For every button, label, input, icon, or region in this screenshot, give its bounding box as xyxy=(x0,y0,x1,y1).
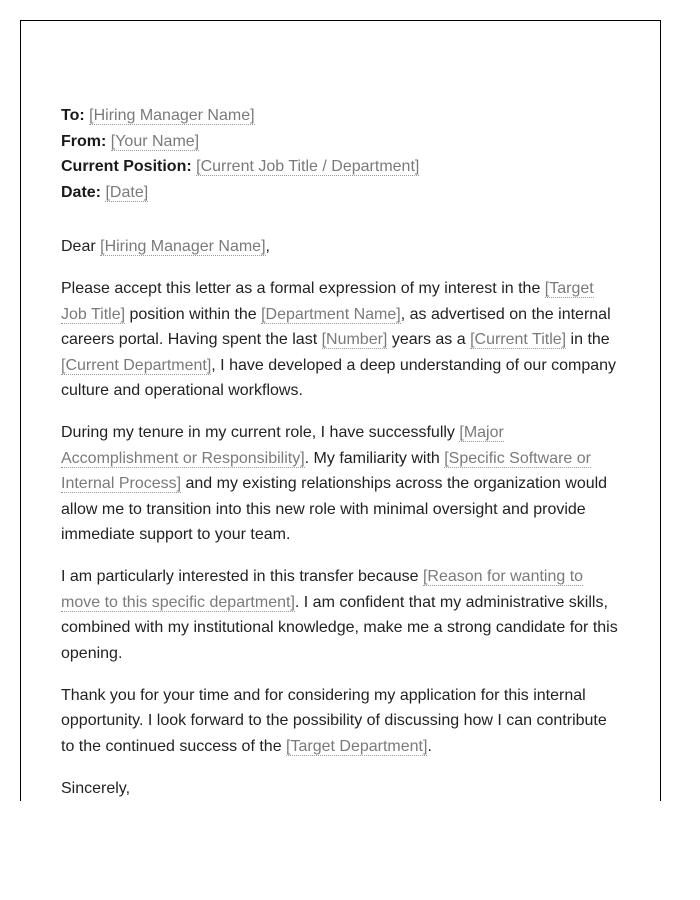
to-placeholder[interactable]: [Hiring Manager Name] xyxy=(89,107,255,124)
salutation-prefix: Dear xyxy=(61,238,101,255)
from-placeholder[interactable]: [Your Name] xyxy=(110,132,200,150)
letter-page xyxy=(20,20,661,801)
paragraph-text: . I am confident that my administrative skills, combined with my institutional knowledge, make me a strong candidate for this opening. xyxy=(61,593,618,662)
paragraph-text: . My familiarity with xyxy=(304,449,445,467)
placeholder-field[interactable]: [Number] xyxy=(321,331,388,348)
paragraph-text: Please accept this letter as a formal expression of my interest in the xyxy=(61,280,545,297)
placeholder-field[interactable]: [Target Department] xyxy=(286,737,428,755)
salutation-name-placeholder[interactable]: [Hiring Manager Name] xyxy=(100,238,266,255)
paragraph-text: years as a xyxy=(387,331,471,348)
paragraph-text: Thank you for your time and for considering my application for this internal opportunity. I look forward to the possibility of discussing how I can contribute to the continued success of the xyxy=(61,686,607,755)
letter-body xyxy=(61,103,623,801)
body-paragraph xyxy=(61,683,623,760)
body-paragraph xyxy=(61,564,623,666)
current-position-label: Current Position: xyxy=(61,158,192,175)
from-line xyxy=(61,129,623,155)
placeholder-field[interactable]: [Target Job Title] xyxy=(61,280,594,323)
date-line xyxy=(61,180,623,206)
letter-paragraphs xyxy=(61,276,623,759)
to-line xyxy=(61,103,623,129)
paragraph-text: , as advertised on the internal careers portal. Having spent the last xyxy=(61,305,611,348)
placeholder-field[interactable]: [Current Department] xyxy=(61,356,212,374)
paragraph-text: . xyxy=(427,737,432,755)
paragraph-text: I am particularly interested in this transfer because xyxy=(61,568,423,585)
to-label: To: xyxy=(61,107,85,124)
from-label: From: xyxy=(61,132,107,150)
salutation-suffix: , xyxy=(265,238,270,255)
paragraph-text: During my tenure in my current role, I have successfully xyxy=(61,424,460,441)
placeholder-field[interactable]: [Major Accomplishment or Responsibility] xyxy=(61,424,504,467)
paragraph-text: in the xyxy=(566,331,610,348)
date-label: Date: xyxy=(61,183,102,201)
paragraph-text: position within the xyxy=(125,305,262,323)
salutation xyxy=(61,234,623,260)
paragraph-text: and my existing relationships across the organization would allow me to transition into this new role with minimal oversight and provide immediate support to your team. xyxy=(61,475,608,543)
placeholder-field[interactable]: [Specific Software or Internal Process] xyxy=(61,449,591,492)
letter-header xyxy=(61,103,623,205)
body-paragraph xyxy=(61,276,623,404)
body-paragraph xyxy=(61,420,623,548)
placeholder-field[interactable]: [Department Name] xyxy=(261,305,401,323)
closing: Sincerely, xyxy=(61,779,131,797)
date-placeholder[interactable]: [Date] xyxy=(105,183,149,201)
placeholder-field[interactable]: [Current Title] xyxy=(470,331,567,348)
current-position-placeholder[interactable]: [Current Job Title / Department] xyxy=(196,158,420,175)
paragraph-text: , I have developed a deep understanding of our company culture and operational workflows. xyxy=(61,356,617,399)
current-position-line xyxy=(61,154,623,180)
placeholder-field[interactable]: [Reason for wanting to move to this specific department] xyxy=(61,568,584,611)
